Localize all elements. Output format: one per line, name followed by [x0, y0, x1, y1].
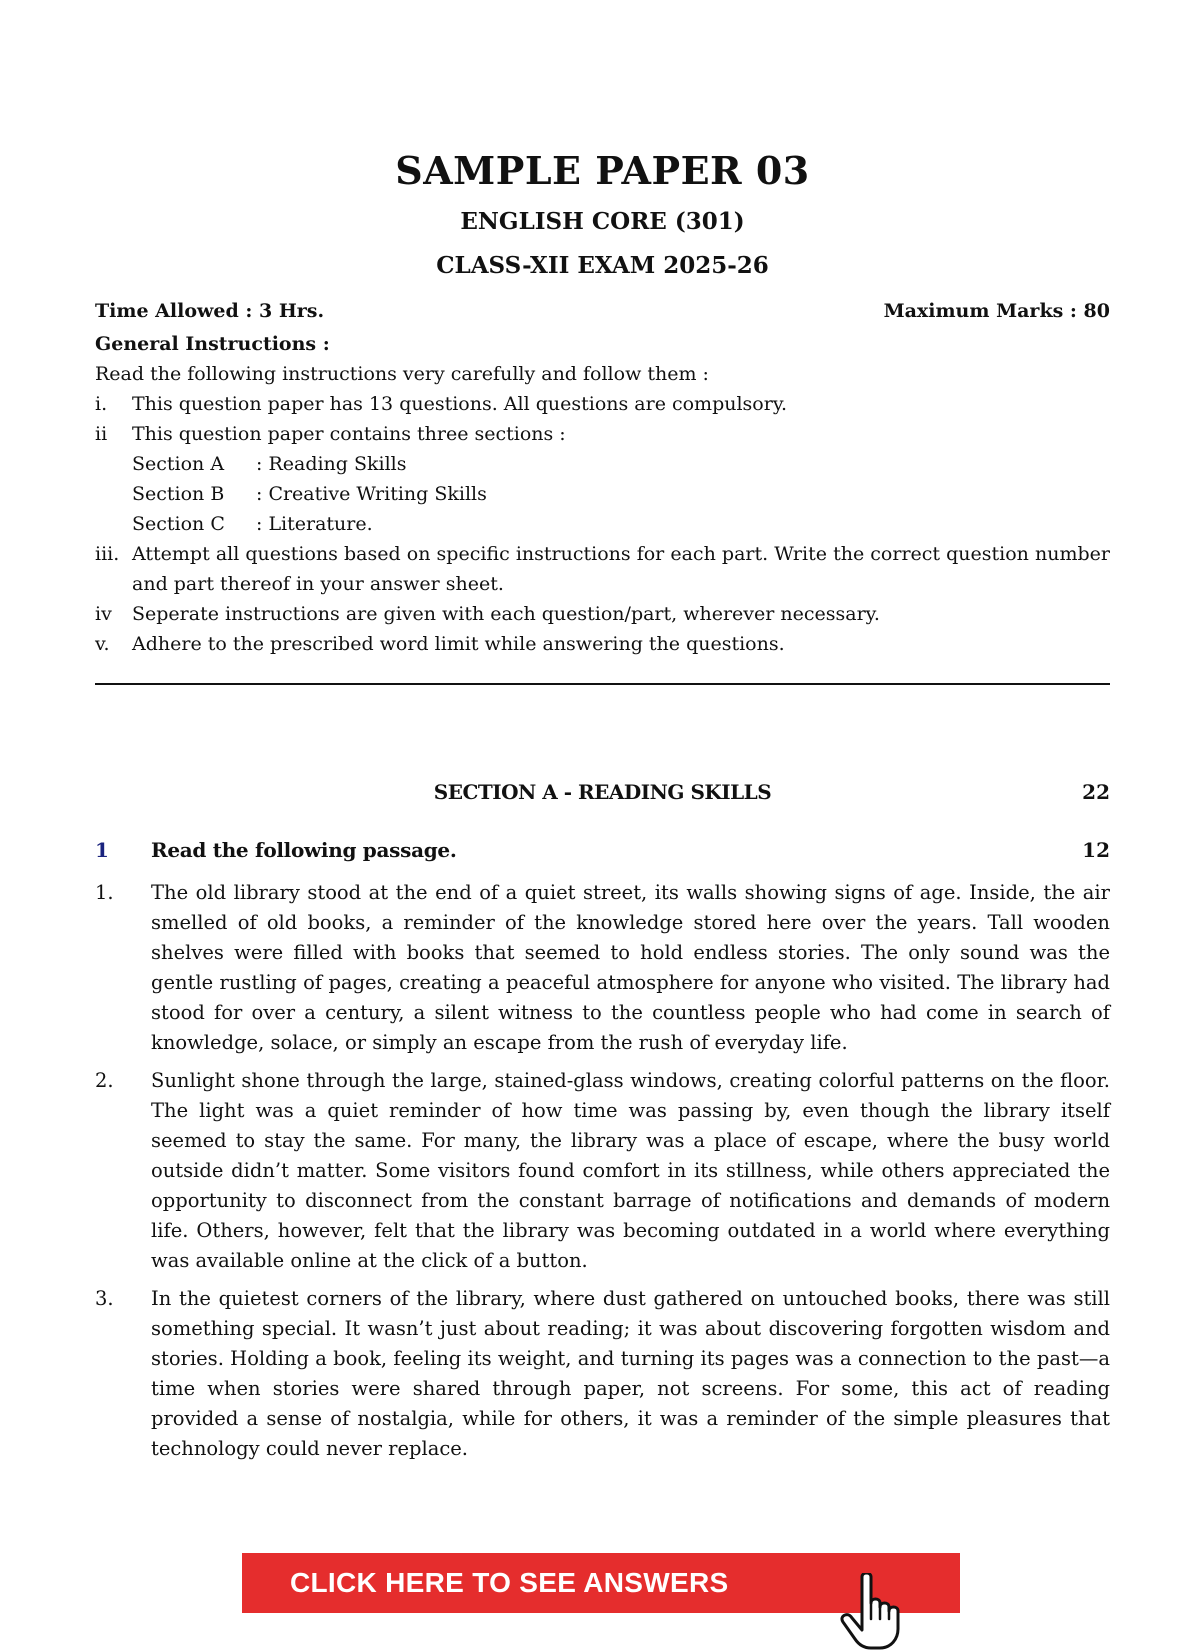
section-name: : Creative Writing Skills [256, 483, 487, 505]
instruction-item [95, 389, 1110, 419]
section-name: : Reading Skills [256, 453, 407, 475]
instruction-item [95, 599, 1110, 629]
instructions-heading: General Instructions : [95, 333, 330, 355]
divider-line [95, 683, 1110, 685]
instruction-number: v. [95, 633, 110, 655]
instruction-number: iii. [95, 543, 120, 565]
section-title: SECTION A - READING SKILLS [433, 780, 772, 804]
paragraph-number: 2. [95, 1069, 114, 1092]
instruction-text: Attempt all questions based on specific instructions for each part. Write the correct question number and part thereof in your answer sheet. [132, 543, 1110, 595]
section-list-item [95, 449, 1110, 479]
instruction-number: ii [95, 423, 108, 445]
subject-title: ENGLISH CORE (301) [460, 208, 745, 235]
section-name: : Literature. [256, 513, 373, 535]
exam-page [95, 0, 1110, 1650]
page-title: SAMPLE PAPER 03 [395, 148, 810, 193]
paragraph-text: The old library stood at the end of a quiet street, its walls showing signs of age. Inside, the air smelled of old books, a reminder of the knowledge stored here over the years. Tall wooden shelves were filled with books that seemed to hold endless stories. The only sound was the gentle rustling of pages, creating a peaceful atmosphere for anyone who visited. The library had stood for over a century, a silent witness to the countless people who had come in search of knowledge, solace, or simply an escape from the rush of everyday life. [151, 881, 1110, 1054]
time-allowed: Time Allowed : 3 Hrs. [95, 300, 325, 322]
question-marks: 12 [1082, 838, 1110, 862]
general-instructions [95, 329, 1110, 659]
paragraph-number: 3. [95, 1287, 114, 1310]
paragraph-text: Sunlight shone through the large, stained-glass windows, creating colorful patterns on the floor. The light was a quiet reminder of how time was passing by, even though the library itself seemed to stay the same. For many, the library was a place of escape, where the busy world outside didn’t matter. Some visitors found comfort in its stillness, while others appreciated the opportunity to disconnect from the constant barrage of notifications and demands of modern life. Others, however, felt that the library was becoming outdated in a world where everything was available online at the click of a button. [151, 1069, 1110, 1272]
exam-title: CLASS-XII EXAM 2025-26 [436, 252, 769, 279]
pointing-hand-icon[interactable] [838, 1573, 904, 1650]
instruction-item [95, 539, 1110, 599]
paragraph-text: In the quietest corners of the library, where dust gathered on untouched books, there was still something special. It wasn’t just about reading; it was about discovering forgotten wisdom and stories. Holding a book, feeling its weight, and turning its pages was a connection to the past—a time when stories were shared through paper, not screens. For some, this act of reading provided a sense of nostalgia, while for others, it was a reminder of the simple pleasures that technology could never replace. [151, 1287, 1110, 1460]
section-list-item [95, 509, 1110, 539]
section-list-item [95, 479, 1110, 509]
section-label: Section B [132, 483, 225, 505]
instructions-intro: Read the following instructions very carefully and follow them : [95, 363, 709, 385]
instruction-text: Adhere to the prescribed word limit while answering the questions. [132, 633, 785, 655]
section-label: Section A [132, 453, 225, 475]
instruction-item [95, 419, 1110, 449]
question-number: 1 [95, 838, 109, 862]
section-marks: 22 [1082, 780, 1110, 804]
reading-passage [95, 878, 1110, 1472]
instruction-item [95, 629, 1110, 659]
passage-paragraph [95, 878, 1110, 1058]
maximum-marks: Maximum Marks : 80 [883, 300, 1110, 322]
passage-paragraph [95, 1284, 1110, 1464]
instruction-number: iv [95, 603, 112, 625]
instruction-number: i. [95, 393, 108, 415]
instruction-text: This question paper has 13 questions. All questions are compulsory. [132, 393, 788, 415]
paragraph-number: 1. [95, 881, 114, 904]
see-answers-label: CLICK HERE TO SEE ANSWERS [290, 1567, 729, 1598]
instruction-text: This question paper contains three sections : [132, 423, 566, 445]
section-label: Section C [132, 513, 225, 535]
question-text: Read the following passage. [151, 838, 457, 862]
passage-paragraph [95, 1066, 1110, 1276]
instruction-text: Seperate instructions are given with each question/part, wherever necessary. [132, 603, 880, 625]
